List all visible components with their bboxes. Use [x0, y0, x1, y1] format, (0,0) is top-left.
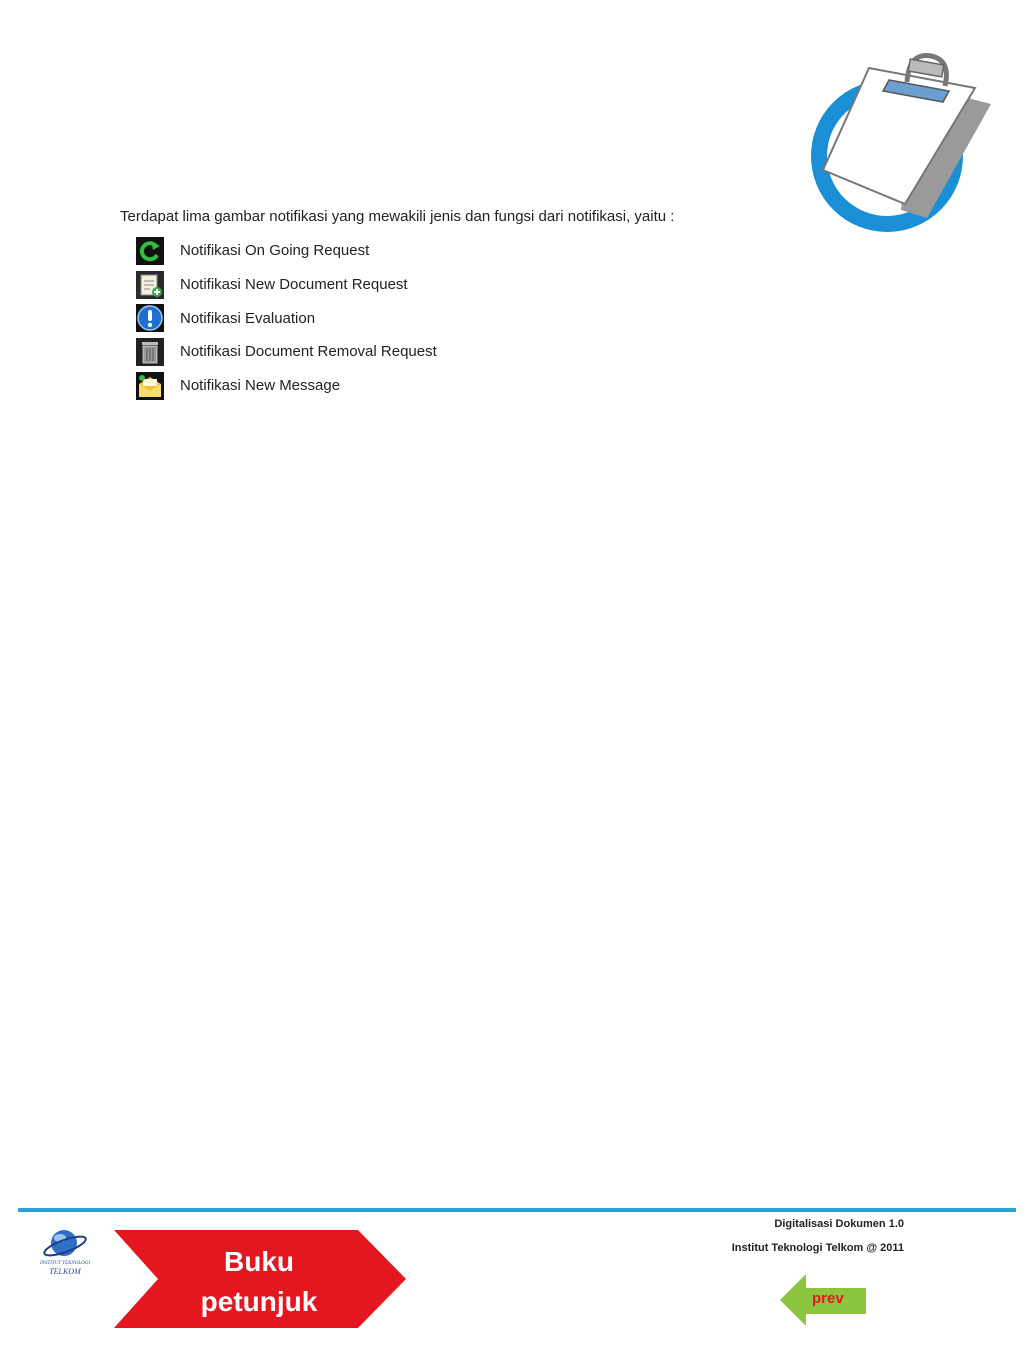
list-item	[136, 369, 437, 403]
new-document-icon	[136, 271, 164, 299]
list-item	[136, 335, 437, 369]
refresh-icon	[136, 237, 164, 265]
document-organization: Institut Teknologi Telkom @ 2011	[731, 1242, 904, 1254]
notification-label: Notifikasi Evaluation	[180, 309, 316, 327]
footer-divider	[18, 1208, 1016, 1212]
prev-button[interactable]	[780, 1272, 868, 1328]
envelope-icon	[136, 372, 164, 400]
notification-label: Notifikasi New Message	[180, 377, 341, 395]
trash-icon	[136, 338, 164, 366]
prev-button-label: prev	[812, 1290, 844, 1307]
notification-label: Notifikasi Document Removal Request	[180, 343, 437, 361]
exclamation-icon	[136, 304, 164, 332]
telkom-logo	[28, 1226, 102, 1286]
notification-label: Notifikasi New Document Request	[180, 276, 408, 294]
logo-line-1: INSTITUT TEKNOLOGI	[39, 1261, 91, 1266]
list-item	[136, 301, 437, 335]
logo-line-2: TELKOM	[49, 1267, 81, 1276]
list-item	[136, 234, 437, 268]
guide-button-label: Buku petunjuk	[200, 1246, 318, 1317]
list-item	[136, 268, 437, 302]
intro-text: Terdapat lima gambar notifikasi yang mewakili jenis dan fungsi dari notifikasi, yaitu :	[120, 208, 675, 225]
notification-label: Notifikasi On Going Request	[180, 242, 370, 260]
clipboard-illustration	[805, 44, 995, 234]
guide-button[interactable]	[114, 1230, 406, 1328]
notification-list	[136, 234, 437, 402]
document-title: Digitalisasi Dokumen 1.0	[774, 1218, 904, 1230]
